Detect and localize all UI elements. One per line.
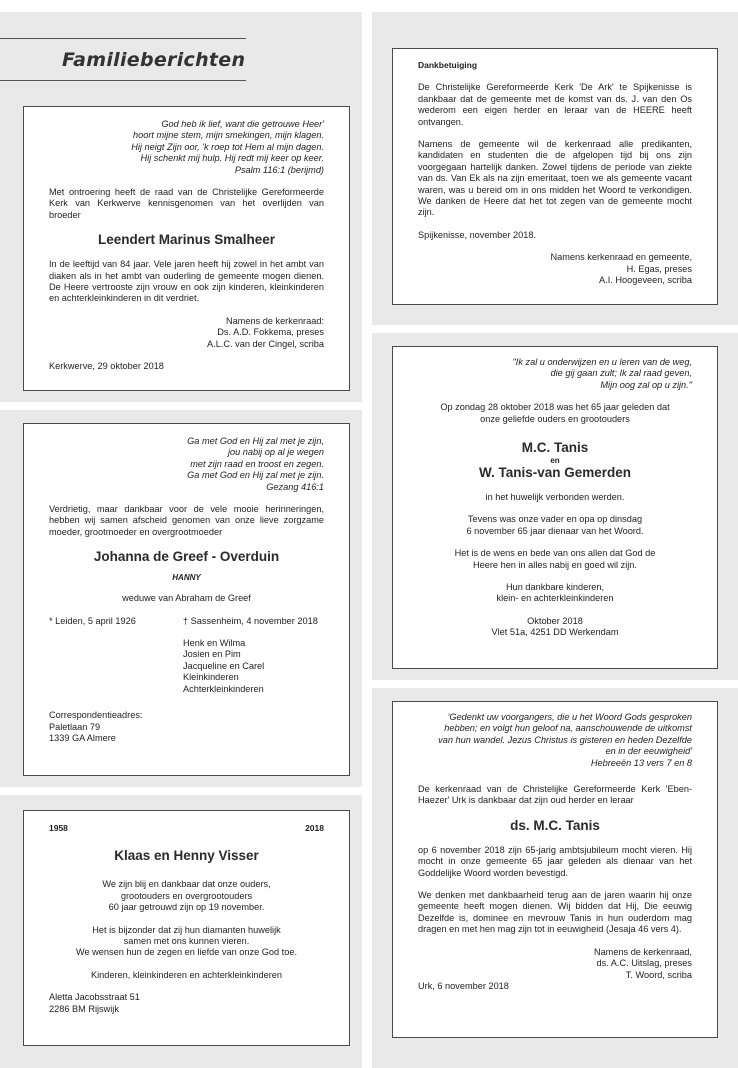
- correspondence-address: [49, 710, 324, 744]
- address-line: 2286 BM Rijswijk: [49, 1003, 119, 1014]
- person-name: M.C. Tanis: [521, 440, 589, 456]
- intro-text: Met ontroering heeft de raad van de Christelijke Gereformeerde Kerk van Kerkwerve kennisgenomen van het overlijden van broeder: [49, 187, 324, 220]
- poem-line: met zijn raad en troost en zegen.: [190, 458, 324, 469]
- year-end: 2018: [305, 823, 324, 833]
- text-line: Hun dankbare kinderen,: [505, 582, 605, 593]
- quote-line: van hun wandel. Jezus Christus is gisteren en heden Dezelfde: [438, 734, 692, 745]
- quote-line: en in der eeuwigheid': [605, 746, 692, 757]
- place-date: Spijkenisse, november 2018.: [418, 229, 536, 240]
- text-line: klein- en achterkleinkinderen: [496, 593, 614, 604]
- address-line: Aletta Jacobsstraat 51: [49, 992, 140, 1003]
- signature: [418, 947, 692, 981]
- paragraph: De Christelijke Gereformeerde Kerk 'De Ark' te Spijkenisse is dankbaar dat de gemeente met de komst van ds. J. van den Os wederom een eigen herder en leraar van de HEERE heeft ontvangen.: [418, 82, 692, 127]
- conjunction: en: [550, 456, 560, 466]
- text-line: We wensen hun de zegen en liefde van onze God toe.: [76, 947, 297, 958]
- death-date: † Sassenheim, 4 november 2018: [183, 615, 318, 626]
- paragraph: [418, 514, 692, 537]
- widow-line: weduwe van Abraham de Greef: [122, 593, 251, 604]
- quote-line: die gij gaan zult; Ik zal raad geven,: [550, 368, 692, 379]
- poem-line: God heb ik lief, want die getrouwe Heer': [161, 119, 324, 129]
- quote: [418, 712, 692, 769]
- notice-dankbetuiging: [392, 48, 718, 305]
- paragraph: We denken met dankbaarheid terug aan de jaren waarin hij onze gemeente heeft mogen dienen. Wij bidden dat Hij, Die eeuwig Dezelfde is, dominee en mevrouw Tanis in hun ouderdom mag dragen en met hen mag zijn tot in eeuwigheid (Jesaja 46 vers 4).: [418, 890, 692, 935]
- intro-text: Verdrietig, maar dankbaar voor de vele mooie herinneringen, hebben wij samen afscheid genomen van onze lieve zorgzame moeder, grootmoeder en overgrootmoeder: [49, 504, 324, 537]
- quote-line: "Ik zal u onderwijzen en u leren van de weg,: [512, 357, 692, 367]
- separator: [0, 402, 362, 410]
- title-rule-bottom: [0, 80, 246, 81]
- signer: ds. A.C. Uitslag, preses: [596, 958, 692, 969]
- place-date: Kerkwerve, 29 oktober 2018: [49, 361, 164, 372]
- text-line: Het is de wens en bede van ons allen dat God de: [454, 548, 656, 559]
- address: [49, 992, 324, 1015]
- body-text: In de leeftijd van 84 jaar. Vele jaren heeft hij zowel in het ambt van diaken als in het ambt van ouderling de gemeente mogen dienen. De Heere vertrooste zijn vrouw en ook zijn kinderen, kleinkinderen en achterkleinkinderen in dit verdriet.: [49, 259, 324, 304]
- paragraph: op 6 november 2018 zijn 65-jarig ambtsjubileum mocht vieren. Hij mocht in onze gemeente 65 jaar geleden als dienaar van het Goddelijke Woord worden bevestigd.: [418, 844, 692, 878]
- signature-intro: Namens de kerkenraad:: [225, 315, 324, 326]
- signers: [418, 582, 692, 605]
- poem-reference: Gezang 416:1: [266, 481, 324, 492]
- poem: [49, 119, 324, 176]
- separator: [0, 787, 362, 795]
- separator: [372, 680, 738, 688]
- quote-line: Mijn oog zal op u zijn.": [600, 379, 692, 390]
- family-member: Achterkleinkinderen: [183, 683, 264, 694]
- text-line: in het huwelijk verbonden werden.: [485, 492, 625, 503]
- signer: T. Woord, scriba: [625, 969, 692, 980]
- text-line: We zijn blij en dankbaar dat onze ouders,: [102, 879, 271, 890]
- title-rule-top: [0, 38, 246, 39]
- quote-line: hebben; en volgt hun geloof na, aanschouwende de uitkomst: [444, 723, 692, 734]
- poem-line: jou nabij op al je wegen: [227, 447, 324, 458]
- text-line: Op zondag 28 oktober 2018 was het 65 jaar geleden dat: [440, 402, 670, 413]
- nickname: HANNY: [172, 573, 201, 583]
- notice-visser: [23, 810, 350, 1046]
- signature: [49, 316, 324, 350]
- family-member: Josien en Pim: [183, 649, 241, 660]
- address-line: Paletlaan 79: [49, 721, 101, 732]
- poem-line: Hij neigt Zijn oor, 'k roep tot Hem al mijn dagen.: [131, 141, 324, 152]
- address-line: 1339 GA Almere: [49, 732, 116, 743]
- paragraph: [49, 879, 324, 913]
- poem-line: hoort mijne stem, mijn smekingen, mijn klagen.: [133, 130, 324, 141]
- notice-tanis-urk: [392, 701, 718, 1038]
- quote-reference: Hebreeën 13 vers 7 en 8: [590, 757, 692, 768]
- text-line: 60 jaar getrouwd zijn op 19 november.: [108, 902, 265, 913]
- signature: [418, 252, 692, 286]
- top-margin: [0, 0, 738, 12]
- footer: [418, 616, 692, 639]
- quote-line: 'Gedenkt uw voorgangers, die u het Woord Gods gesproken: [447, 712, 692, 722]
- paragraph: [418, 548, 692, 571]
- family-member: Henk en Wilma: [183, 638, 246, 649]
- signature-intro: Namens kerkenraad en gemeente,: [550, 252, 692, 263]
- poem: [49, 436, 324, 493]
- years-row: [49, 823, 324, 834]
- poem-line: Ga met God en Hij zal met je zijn.: [187, 470, 324, 481]
- section-title: Familieberichten: [62, 49, 246, 71]
- poem-line: Hij schenkt mij hulp. Hij redt mij keer op keer.: [140, 153, 324, 164]
- notice-degreef: [23, 423, 350, 776]
- signer: A.I. Hoogeveen, scriba: [599, 275, 692, 286]
- text-line: Heere hen in alles nabij en goed wil zijn.: [473, 559, 637, 570]
- person-name: W. Tanis-van Gemerden: [478, 465, 632, 481]
- text-line: grootouders en overgrootouders: [120, 890, 253, 901]
- birth-date: * Leiden, 5 april 1926: [49, 615, 136, 626]
- place-date: Urk, 6 november 2018: [418, 980, 509, 991]
- deceased-name: Leendert Marinus Smalheer: [97, 232, 276, 248]
- paragraph: Namens de gemeente wil de kerkenraad alle predikanten, kandidaten en studenten die de afgelopen tijd bij ons zijn voorgegaan hartelijk danken. Zowel tijdens de periode van ziekte van ds. Van Ek als na zijn emeritaat, toen we als gemeente vacant waren, was u bereid om in ons midden het Woord te verkondigen. We danken de Heere dat het tot zegen van de gemeente mocht zijn.: [418, 139, 692, 218]
- paragraph: [49, 925, 324, 959]
- family-member: Jacqueline en Carel: [183, 660, 265, 671]
- deceased-name: Johanna de Greef - Overduin: [93, 549, 280, 565]
- text-line: Tevens was onze vader en opa op dinsdag: [467, 514, 643, 525]
- poem-reference: Psalm 116:1 (berijmd): [234, 164, 324, 175]
- signer: Ds. A.D. Fokkema, preses: [217, 327, 324, 338]
- family-list: [49, 638, 324, 695]
- signer: A.L.C. van der Cingel, scriba: [207, 338, 324, 349]
- year-start: 1958: [49, 823, 68, 833]
- signature-intro: Namens de kerkenraad,: [593, 946, 692, 957]
- notice-tanis-jubilee: [392, 346, 718, 669]
- person-name: ds. M.C. Tanis: [510, 817, 600, 833]
- quote: [418, 357, 692, 391]
- intro-text: De kerkenraad van de Christelijke Gereformeerde Kerk 'Eben-Haezer' Urk is dankbaar dat zijn oud herder en leraar: [418, 784, 692, 806]
- poem-line: Ga met God en Hij zal met je zijn,: [187, 436, 324, 446]
- separator: [372, 325, 738, 333]
- family-member: Kleinkinderen: [183, 672, 239, 683]
- text-line: 6 november 65 jaar dienaar van het Woord.: [466, 525, 644, 536]
- signers: Kinderen, kleinkinderen en achterkleinkinderen: [90, 969, 283, 980]
- text-line: Het is bijzonder dat zij hun diamanten huwelijk: [92, 924, 281, 935]
- notice-smalheer: [23, 106, 350, 391]
- footer-address: Vlet 51a, 4251 DD Werkendam: [491, 627, 619, 638]
- footer-date: Oktober 2018: [527, 615, 583, 626]
- signer: H. Egas, preses: [626, 263, 692, 274]
- couple-name: Klaas en Henny Visser: [114, 848, 259, 864]
- text-line: onze geliefde ouders en grootouders: [480, 413, 630, 424]
- intro: [418, 402, 692, 425]
- dates-row: [49, 616, 324, 627]
- address-label: Correspondentieadres:: [49, 710, 143, 721]
- text-line: samen met ons kunnen vieren.: [123, 936, 250, 947]
- heading: Dankbetuiging: [418, 60, 478, 70]
- column-gutter: [362, 12, 372, 1068]
